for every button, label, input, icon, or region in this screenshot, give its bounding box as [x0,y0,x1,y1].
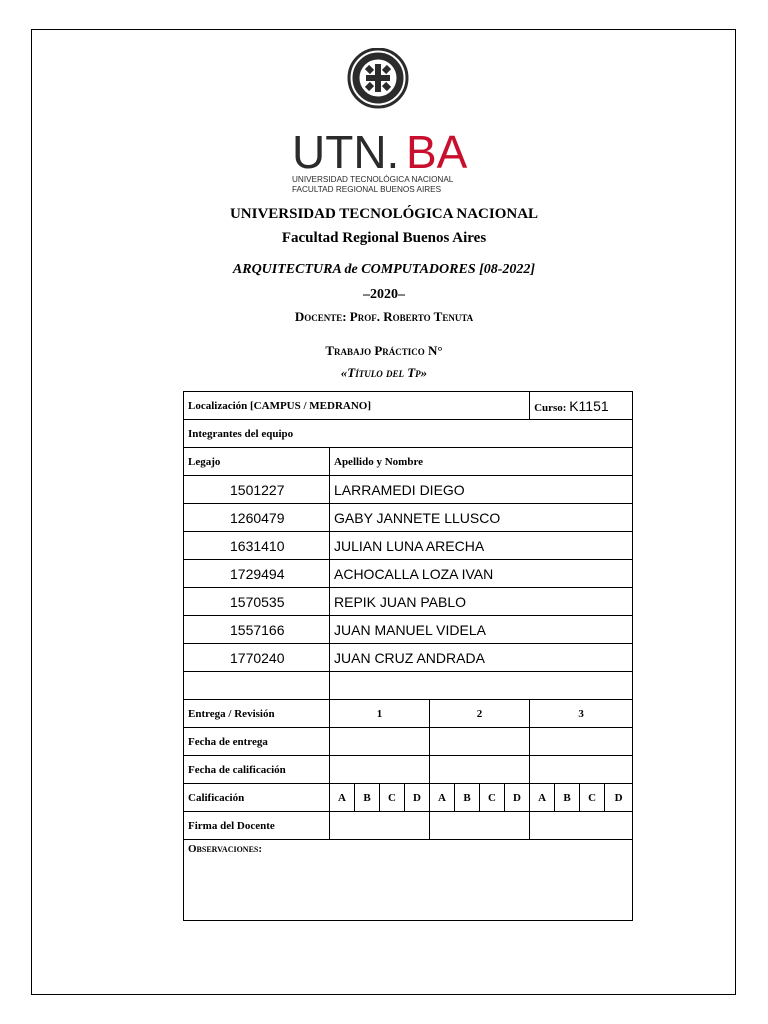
observaciones-row [184,840,633,921]
table-row [184,560,633,588]
location-label: Localización [CAMPUS / MEDRANO] [184,392,530,420]
fecha-calif-cell [430,756,530,784]
member-nombre: GABY JANNETE LLUSCO [330,504,633,532]
table-row [184,532,633,560]
empty-member-row [184,672,633,700]
member-nombre: LARRAMEDI DIEGO [330,476,633,504]
year: –2020– [363,287,405,302]
team-label: Integrantes del equipo [184,420,633,448]
member-nombre: JULIAN LUNA ARECHA [330,532,633,560]
grade-cell: D [505,784,530,812]
entrega-label: Entrega / Revisión [184,700,330,728]
course-title: ARQUITECTURA de COMPUTADORES [08-2022] [232,262,536,277]
empty-nombre [330,672,633,700]
empty-legajo [184,672,330,700]
grade-cell: C [380,784,405,812]
member-legajo: 1770240 [184,644,330,672]
fecha-entrega-cell [430,728,530,756]
table-row [184,476,633,504]
members-header [184,448,633,476]
table-row [184,504,633,532]
rev-number: 3 [530,700,633,728]
location-row [184,392,633,420]
grade-cell: B [555,784,580,812]
calif-label: Calificación [184,784,330,812]
student-form [183,391,633,921]
member-legajo: 1501227 [184,476,330,504]
grade-cell: C [480,784,505,812]
col-nombre: Apellido y Nombre [330,448,633,476]
curso-cell [530,392,633,420]
svg-text:FACULTAD REGIONAL BUENOS AIRES: FACULTAD REGIONAL BUENOS AIRES [292,185,442,194]
utn-ba-logo [292,48,478,198]
entrega-row [184,700,633,728]
docente: Docente: Prof. Roberto Tenuta [294,309,474,324]
member-nombre: ACHOCALLA LOZA IVAN [330,560,633,588]
svg-text:BA: BA [406,126,468,178]
firma-cell [430,812,530,840]
table-row [184,588,633,616]
fecha-entrega-label: Fecha de entrega [184,728,330,756]
member-legajo: 1557166 [184,616,330,644]
grade-cell: A [330,784,355,812]
fecha-calif-row [184,756,633,784]
fecha-entrega-cell [330,728,430,756]
curso-label: Curso: [534,401,567,414]
fecha-calif-label: Fecha de calificación [184,756,330,784]
observaciones-label: Observaciones: [184,840,633,921]
grade-cell: B [455,784,480,812]
col-legajo: Legajo [184,448,330,476]
member-nombre: JUAN CRUZ ANDRADA [330,644,633,672]
firma-cell [330,812,430,840]
rev-number: 2 [430,700,530,728]
grade-cell: A [430,784,455,812]
svg-text:UNIVERSIDAD TECNOLÓGICA NACION: UNIVERSIDAD TECNOLÓGICA NACIONAL [292,175,454,184]
member-legajo: 1729494 [184,560,330,588]
grade-cell: C [580,784,605,812]
table-row [184,616,633,644]
table-row [184,644,633,672]
university-title: UNIVERSIDAD TECNOLÓGICA NACIONAL [229,206,539,222]
tp-title: «Título del Tp» [340,365,428,380]
fecha-calif-cell [530,756,633,784]
tp-label: Trabajo Práctico N° [325,343,443,358]
fecha-entrega-row [184,728,633,756]
grade-cell: D [605,784,633,812]
calificacion-row [184,784,633,812]
member-legajo: 1260479 [184,504,330,532]
firma-row [184,812,633,840]
grade-cell: B [355,784,380,812]
member-nombre: JUAN MANUEL VIDELA [330,616,633,644]
firma-label: Firma del Docente [184,812,330,840]
firma-cell [530,812,633,840]
member-legajo: 1570535 [184,588,330,616]
grade-cell: D [405,784,430,812]
curso-value: K1151 [569,397,609,414]
member-nombre: REPIK JUAN PABLO [330,588,633,616]
fecha-entrega-cell [530,728,633,756]
member-legajo: 1631410 [184,532,330,560]
fecha-calif-cell [330,756,430,784]
grade-cell: A [530,784,555,812]
svg-text:UTN.: UTN. [292,126,400,178]
rev-number: 1 [330,700,430,728]
faculty-title: Facultad Regional Buenos Aires [281,230,487,246]
